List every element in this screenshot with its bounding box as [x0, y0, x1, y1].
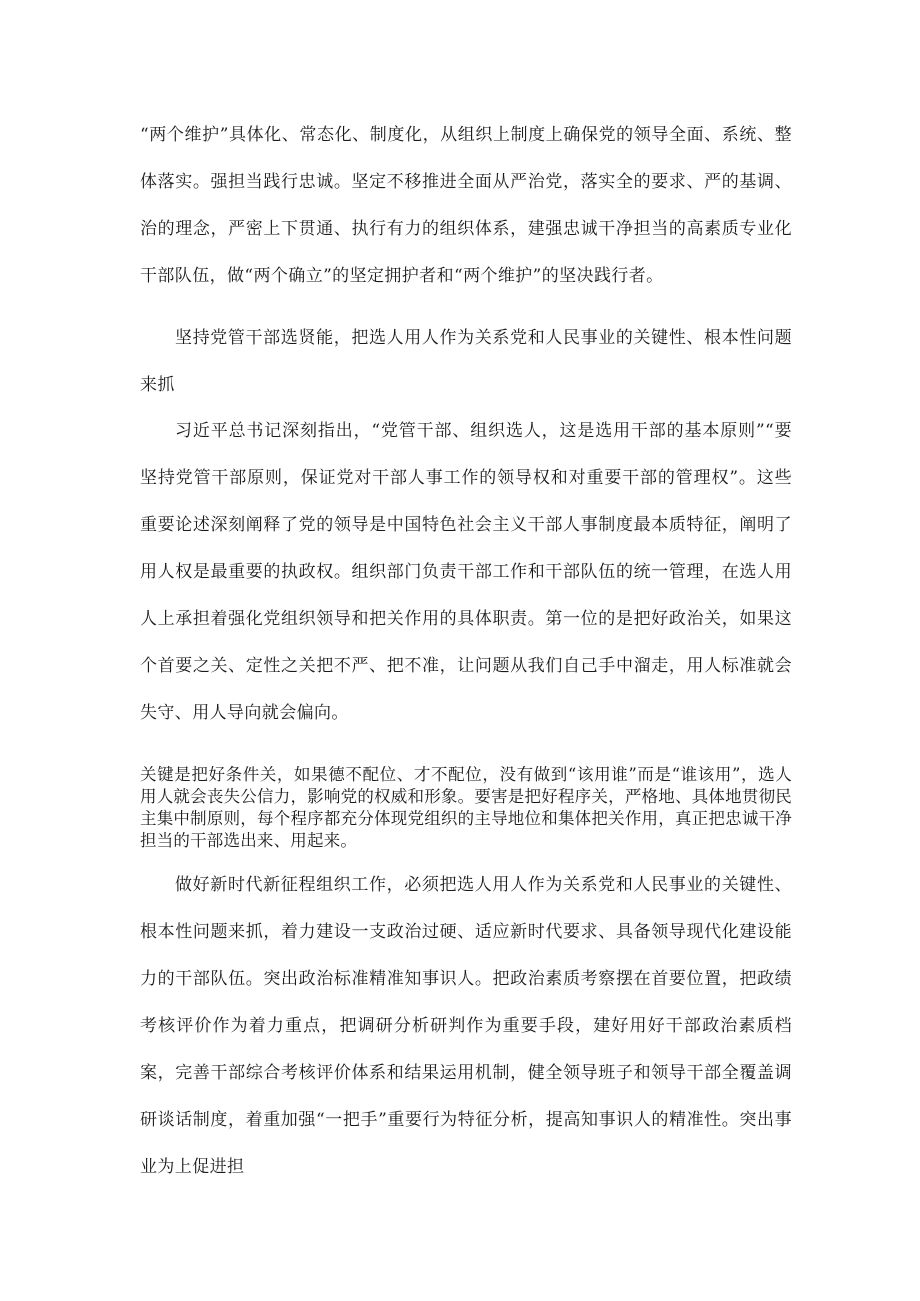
paragraph-new-era-organization-work: 做好新时代新征程组织工作，必须把选人用人作为关系党和人民事业的关键性、根本性问题来抓，着力建设一支政治过硬、适应新时代要求、具备领导现代化建设能力的干部队伍。突出政治标准精准知事识人。把政治素质考察摆在首要位置，把政绩考核评价作为着力重点，把调研分析研判作为重要手段，建好用好干部政治素质档案，完善干部综合考核评价体系和结果运用机制，健全领导班子和领导干部全覆盖调研谈话制度，着重加强“一把手”重要行为特征分析，提高知事识人的精准性。突出事业为上促进担 [140, 875, 792, 1177]
section-heading-party-manages-cadres: 坚持党管干部选贤能，把选人用人作为关系党和人民事业的关键性、根本性问题来抓 [140, 328, 792, 395]
paragraph-two-safeguards: “两个维护”具体化、常态化、制度化，从组织上制度上确保党的领导全面、系统、整体落实。强担当践行忠诚。坚定不移推进全面从严治党，落实全的要求、严的基调、治的理念，严密上下贯通、执行有力的组织体系，建强忠诚干净担当的高素质专业化干部队伍，做“两个确立”的坚定拥护者和“两个维护”的坚决践行者。 [140, 125, 792, 286]
paragraph-key-conditions: 关键是把好条件关，如果德不配位、才不配位，没有做到“该用谁”而是“谁该用”，选人用人就会丧失公信力，影响党的权威和形象。要害是把好程序关，严格地、具体地贯彻民主集中制原则，每个程序都充分体现党组织的主导地位和集体把关作用，真正把忠诚干净担当的干部选出来、用起来。 [140, 765, 792, 850]
paragraph-xi-remarks: 习近平总书记深刻指出，“党管干部、组织选人，这是选用干部的基本原则”“要坚持党管干部原则，保证党对干部人事工作的领导权和对重要干部的管理权”。这些重要论述深刻阐释了党的领导是中国特色社会主义干部人事制度最本质特征，阐明了用人权是最重要的执政权。组织部门负责干部工作和干部队伍的统一管理，在选人用人上承担着强化党组织领导和把关作用的具体职责。第一位的是把好政治关，如果这个首要之关、定性之关把不严、把不准，让问题从我们自己手中溜走，用人标准就会失守、用人导向就会偏向。 [140, 421, 792, 723]
